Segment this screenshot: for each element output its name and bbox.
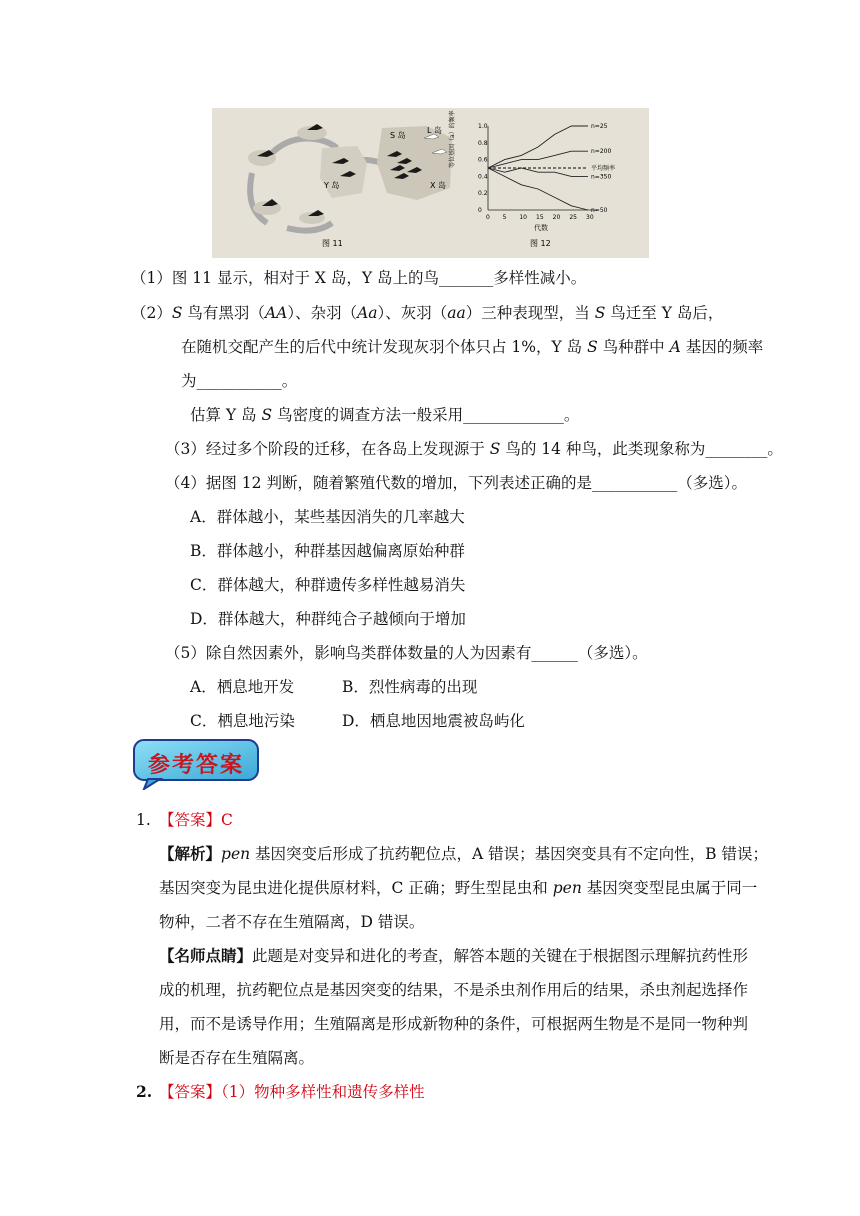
text-span: 鸟的 14 种鸟，此类现象称为________。 (500, 440, 783, 458)
text-span: S (171, 304, 183, 322)
text-span: 基因突变型昆虫属于同一 (581, 879, 758, 897)
text-span: 基因的频率 (680, 338, 764, 356)
figure-image (212, 108, 649, 258)
series-line (488, 151, 588, 168)
text-span: ）三种表现型，当 (465, 304, 595, 322)
question-4-option-d: D．群体越大，种群纯合子越倾向于增加 (190, 610, 466, 628)
y-tick-label: 0.4 (478, 173, 488, 181)
tips-tag: 【名师点睛】 (159, 946, 253, 965)
x-tick-label: 0 (486, 214, 490, 221)
text-span: ）、杂羽（ (287, 304, 358, 322)
answer-1-analysis-line-2 (159, 878, 757, 898)
text-span: S (587, 338, 598, 356)
answer-badge-text: 参考答案 (147, 752, 244, 778)
question-1: （1）图 11 显示，相对于 X 岛，Y 岛上的鸟_______多样性减小。 (131, 269, 587, 287)
y-ticks (478, 123, 488, 214)
y-tick-label: 0 (478, 207, 482, 214)
text-span: pen (552, 879, 582, 897)
question-4-option-b: B．群体越小，种群基因越偏离原始种群 (190, 542, 465, 560)
migration-arrow (250, 173, 267, 223)
series-labels (591, 123, 615, 214)
figure-svg (212, 108, 649, 258)
question-5-option-a: A．栖息地开发 (190, 678, 295, 696)
x-tick-label: 5 (502, 214, 507, 221)
figure-12-label: 图 12 (530, 239, 551, 248)
text-span: 此题是对变异和进化的考查，解答本题的关键在于根据图示理解抗药性形 (252, 947, 749, 965)
text-span: S (489, 440, 501, 458)
figure-11-label: 图 11 (322, 239, 343, 248)
series-lines (488, 126, 588, 210)
question-4-option-a: A．群体越小，某些基因消失的几率越大 (190, 508, 465, 526)
text-span: Aa (357, 304, 378, 322)
text-span: A (669, 338, 681, 356)
answer-1-tips-line-2: 成的机理，抗药靶位点是基因突变的结果，不是杀虫剂作用后的结果，杀虫剂起选择作 (159, 981, 749, 999)
series-label: n=200 (591, 148, 612, 156)
series-label: n=50 (591, 207, 608, 214)
y-tick-label: 1.0 (478, 123, 488, 130)
figure-11 (248, 124, 452, 248)
x-ticks (486, 214, 594, 221)
answer-1-tips-line-4: 断是否存在生殖隔离。 (159, 1049, 315, 1067)
question-5-option-c: C．栖息地污染 (190, 712, 295, 730)
x-tick-label: 20 (552, 214, 561, 221)
x-tick-label: 25 (569, 214, 577, 221)
question-2-line-3: 为___________。 (181, 372, 298, 390)
text-span: 鸟迁至 Y 岛后， (605, 304, 724, 322)
l-island-label: L 岛 (427, 126, 442, 135)
question-5-option-b: B．烈性病毒的出现 (342, 678, 478, 696)
x-tick-label: 15 (536, 214, 544, 221)
answer-2-number: 2. (136, 1082, 153, 1101)
text-span: aa (447, 304, 466, 322)
answer-2-label: 【答案】（1）物种多样性和遗传多样性 (159, 1083, 425, 1101)
question-2-line-1 (131, 303, 723, 323)
x-axis-label: 代数 (534, 224, 548, 232)
text-span: 在随机交配产生的后代中统计发现灰羽个体只占 1%，Y 岛 (181, 338, 588, 356)
answer-1-tips-line-1 (159, 946, 748, 966)
answer-1-number: 1. (136, 811, 151, 829)
text-span: 鸟有黑羽（ (182, 304, 265, 322)
text-span: 估算 Y 岛 (190, 406, 262, 424)
series-label: n=350 (591, 173, 612, 181)
answer-1-label: 【答案】C (159, 811, 233, 829)
answer-1-tips-line-3: 用，而不是诱导作用；生殖隔离是形成新物种的条件，可根据两生物是不是同一物种判 (159, 1015, 749, 1033)
x-tick-label: 10 (519, 214, 527, 221)
text-span: S (261, 406, 273, 424)
answer-1-analysis-line-3: 物种，二者不存在生殖隔离，D 错误。 (159, 913, 425, 931)
text-span: S (594, 304, 606, 322)
y-tick-label: 0.2 (478, 190, 488, 198)
series-label: 平均频率 (591, 165, 616, 172)
text-span: AA (264, 304, 288, 322)
s-island-label: S 岛 (390, 131, 406, 140)
question-4-option-c: C．群体越大，种群遗传多样性越易消失 (190, 576, 466, 594)
text-span: ）、灰羽（ (377, 304, 448, 322)
question-2-line-2 (181, 337, 763, 357)
y-tick-label: 0.8 (478, 139, 488, 147)
question-5: （5）除自然因素外，影响鸟类群体数量的人为因素有______（多选）。 (165, 644, 648, 662)
series-label: n=25 (591, 123, 608, 130)
question-3 (165, 439, 783, 459)
text-span: pen (221, 845, 251, 863)
text-span: 基因突变为昆虫进化提供原材料，C 正确；野生型昆虫和 (159, 879, 553, 897)
migration-arrow (287, 223, 332, 230)
question-4: （4）据图 12 判断，随着繁殖代数的增加，下列表述正确的是___________（多选）。 (165, 474, 747, 492)
y-tick-label: 0.6 (478, 156, 488, 164)
series-line (488, 168, 588, 210)
y-axis-label: 等位基因（a）的频率 (449, 110, 456, 168)
series-line (488, 126, 588, 168)
text-span: 鸟种群中 (597, 338, 670, 356)
text-span: （3）经过多个阶段的迁移，在各岛上发现源于 (165, 440, 490, 458)
y-island-label: Y 岛 (324, 181, 340, 190)
text-span: （2） (131, 304, 172, 322)
figure-12-chart (448, 110, 615, 248)
question-2-line-4 (190, 405, 579, 425)
x-tick-label: 30 (586, 214, 594, 221)
question-5-option-d: D．栖息地因地震被岛屿化 (342, 712, 525, 730)
y-island-shape (320, 146, 367, 198)
x-island-label: X 岛 (430, 181, 447, 190)
text-span: 鸟密度的调查方法一般采用_____________。 (272, 406, 580, 424)
text-span: 基因突变后形成了抗药靶位点，A 错误；基因突变具有不定向性，B 错误； (250, 845, 768, 863)
answer-1-analysis-line-1 (159, 844, 768, 864)
analysis-tag: 【解析】 (159, 844, 222, 863)
